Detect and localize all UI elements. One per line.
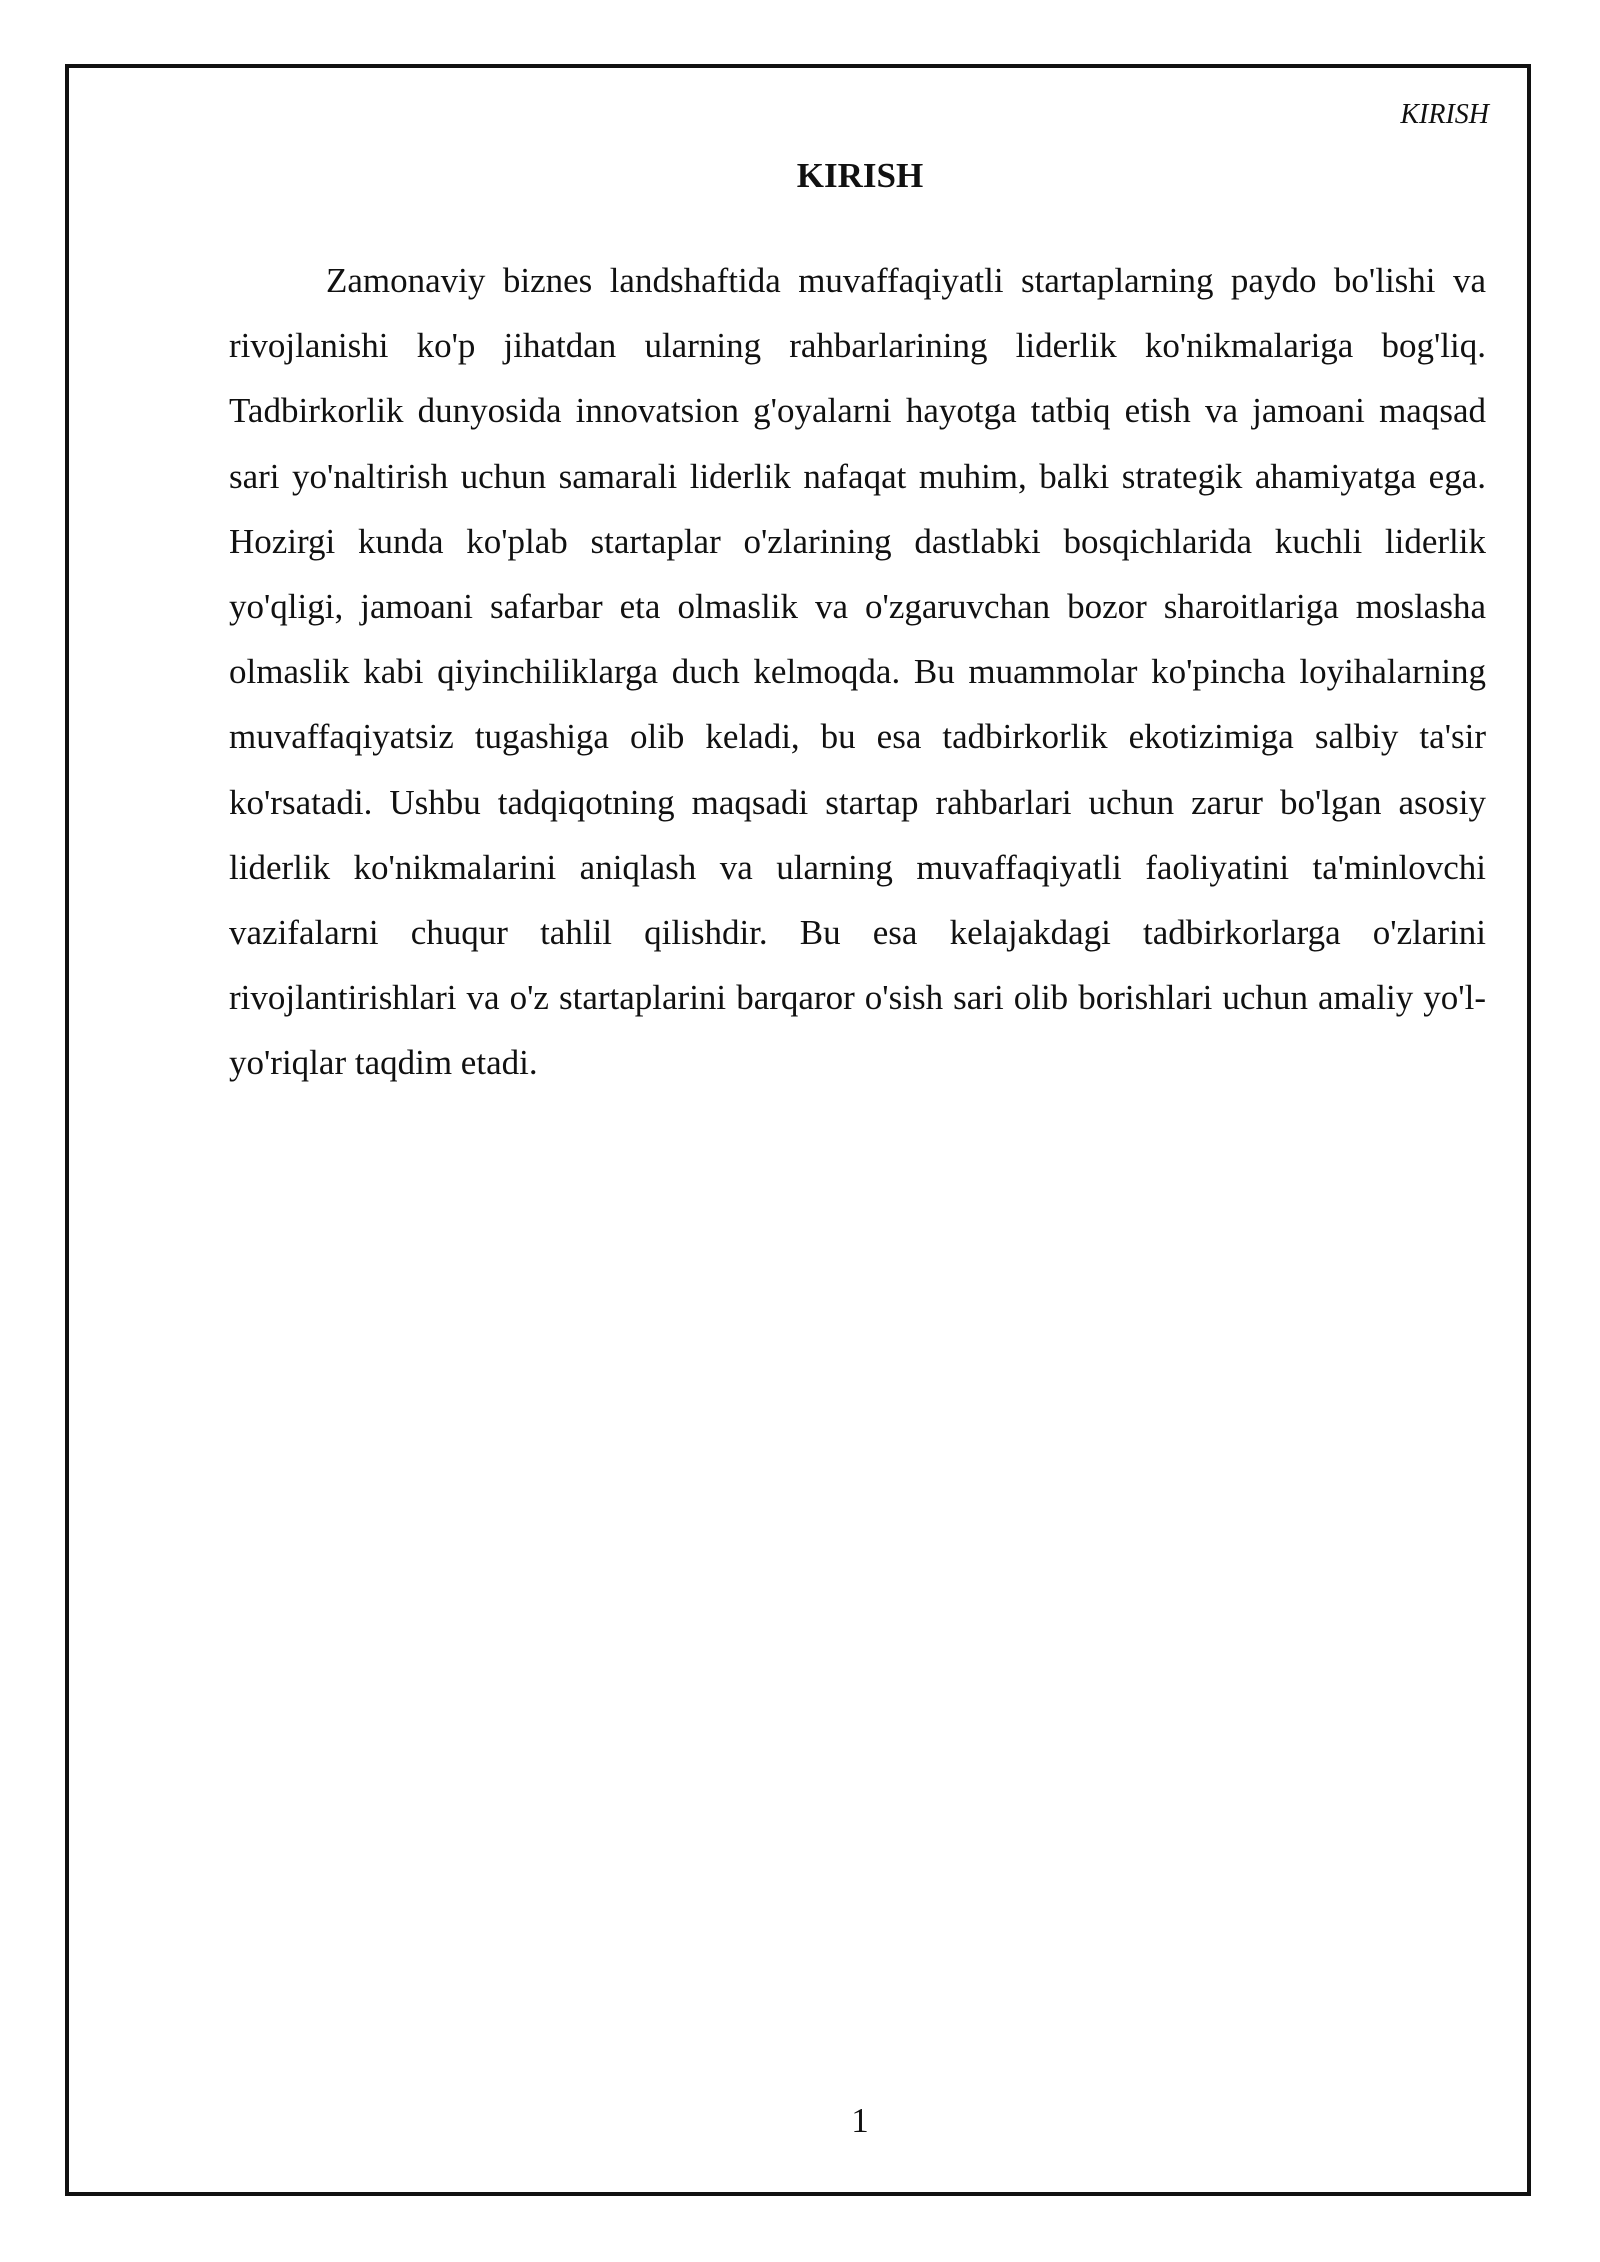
page-number: 1 bbox=[851, 2101, 869, 2140]
running-header: KIRISH bbox=[1400, 99, 1489, 130]
body-paragraph: Zamonaviy biznes landshaftida muvaffaqiyatli startaplarning paydo bo'lishi va rivojlanishi ko'p jihatdan ularning rahbarlarining liderlik ko'nikmalariga bog'liq. Tadbirkorlik dunyosida innovatsion g'oyalarni hayotga tatbiq etish va jamoani maqsad sari yo'naltirish uchun samarali liderlik nafaqat muhim, balki strategik ahamiyatga ega. Hozirgi kunda ko'plab startaplar o'zlarining dastlabki bosqichlarida kuchli liderlik yo'qligi, jamoani safarbar eta olmaslik va o'zgaruvchan bozor sharoitlariga moslasha olmaslik kabi qiyinchiliklarga duch kelmoqda. Bu muammolar ko'pincha loyihalarning muvaffaqiyatsiz tugashiga olib keladi, bu esa tadbirkorlik ekotizimiga salbiy ta'sir ko'rsatadi. Ushbu tadqiqotning maqsadi startap rahbarlari uchun zarur bo'lgan asosiy liderlik ko'nikmalarini aniqlash va ularning muvaffaqiyatli faoliyatini ta'minlovchi vazifalarni chuqur tahlil qilishdir. Bu esa kelajakdagi tadbirkorlarga o'zlarini rivojlantirishlari va o'z startaplarini barqaror o'sish sari olib borishlari uchun amaliy yo'l-yo'riqlar taqdim etadi. bbox=[229, 261, 1486, 1083]
page-title: KIRISH bbox=[796, 156, 924, 195]
